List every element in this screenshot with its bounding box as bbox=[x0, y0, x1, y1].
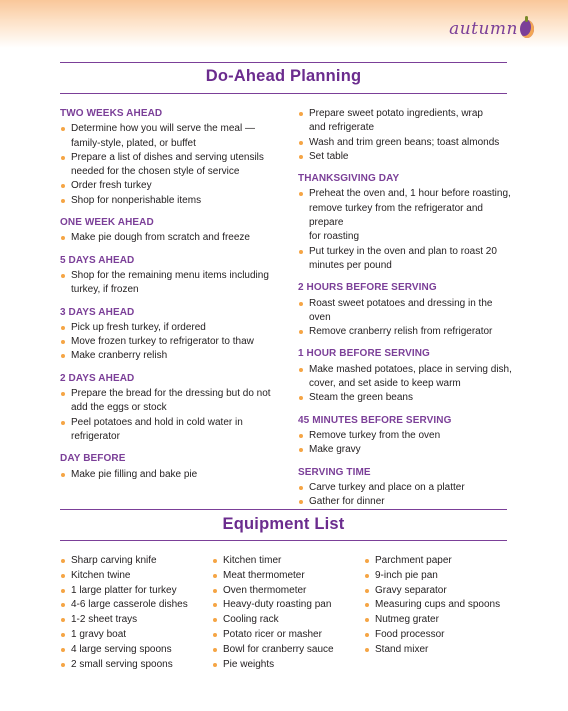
task-item bbox=[298, 443, 513, 457]
task-item bbox=[298, 187, 513, 244]
task-text: Roast sweet potatoes and dressing in the oven bbox=[309, 297, 493, 323]
task-item bbox=[298, 481, 513, 495]
equipment-item: Nutmeg grater bbox=[364, 613, 514, 627]
task-item bbox=[298, 429, 513, 443]
task-text: Make cranberry relish bbox=[71, 350, 168, 362]
task-text: minutes per pound bbox=[309, 259, 392, 271]
equipment-item: Kitchen twine bbox=[60, 569, 210, 583]
brand-wordmark: autumn bbox=[449, 19, 518, 39]
task-item bbox=[60, 416, 285, 445]
plan-section bbox=[298, 281, 513, 339]
task-item bbox=[60, 387, 285, 416]
plan-section bbox=[298, 107, 513, 164]
equipment-item: 9-inch pie pan bbox=[364, 569, 514, 583]
task-list bbox=[298, 481, 513, 510]
task-item bbox=[60, 349, 285, 363]
planning-left-column bbox=[60, 107, 285, 490]
task-item bbox=[298, 495, 513, 509]
task-text: Make pie dough from scratch and freeze bbox=[71, 232, 250, 244]
task-text: refrigerator bbox=[71, 430, 120, 442]
task-text: and refrigerate bbox=[309, 122, 375, 134]
task-item bbox=[298, 297, 513, 326]
equipment-list bbox=[364, 554, 514, 657]
section-heading: 1 HOUR BEFORE SERVING bbox=[298, 348, 430, 360]
task-text: Shop for nonperishable items bbox=[71, 194, 202, 206]
task-item bbox=[298, 136, 513, 150]
task-list bbox=[298, 429, 513, 458]
equipment-item: Measuring cups and spoons bbox=[364, 598, 514, 612]
task-list bbox=[60, 231, 285, 245]
planning-right-column bbox=[298, 107, 513, 517]
section-heading: 2 DAYS AHEAD bbox=[60, 372, 135, 384]
equipment-item: 1-2 sheet trays bbox=[60, 613, 210, 627]
equipment-item: 2 small serving spoons bbox=[60, 658, 210, 672]
task-text: Make gravy bbox=[309, 444, 361, 456]
section-heading: THANKSGIVING DAY bbox=[298, 173, 400, 185]
task-list bbox=[60, 122, 285, 208]
equipment-item: Kitchen timer bbox=[212, 554, 362, 568]
equipment-item: Meat thermometer bbox=[212, 569, 362, 583]
task-text: Put turkey in the oven and plan to roast 20 bbox=[309, 245, 497, 257]
planning-title: Do-Ahead Planning bbox=[205, 67, 362, 85]
equipment-item: 4-6 large casserole dishes bbox=[60, 598, 210, 612]
equipment-item: Potato ricer or masher bbox=[212, 628, 362, 642]
plan-section bbox=[60, 254, 285, 298]
task-text: Pick up fresh turkey, if ordered bbox=[71, 321, 206, 333]
plan-section bbox=[60, 372, 285, 444]
task-text: Prepare sweet potato ingredients, wrap bbox=[309, 108, 483, 119]
task-text: Shop for the remaining menu items including bbox=[71, 269, 269, 281]
task-item bbox=[60, 468, 285, 482]
task-item bbox=[298, 245, 513, 274]
task-list bbox=[60, 468, 285, 482]
task-text: Remove turkey from the oven bbox=[309, 429, 441, 441]
task-text: for roasting bbox=[309, 231, 360, 243]
task-item bbox=[298, 325, 513, 339]
task-text: needed for the chosen style of service bbox=[71, 166, 240, 178]
plan-section bbox=[60, 216, 285, 246]
equipment-item: 1 large platter for turkey bbox=[60, 584, 210, 598]
divider bbox=[60, 509, 507, 510]
task-text: Order fresh turkey bbox=[71, 180, 152, 192]
equipment-item: Bowl for cranberry sauce bbox=[212, 643, 362, 657]
equipment-item: Pie weights bbox=[212, 658, 362, 672]
equipment-title: Equipment List bbox=[222, 515, 345, 533]
equipment-item: Sharp carving knife bbox=[60, 554, 210, 568]
equipment-list bbox=[60, 554, 210, 672]
task-text: remove turkey from the refrigerator and prepare bbox=[309, 202, 483, 229]
task-item bbox=[298, 107, 513, 136]
task-text: turkey, if frozen bbox=[71, 284, 139, 296]
equipment-item: Stand mixer bbox=[364, 643, 514, 657]
task-text: family-style, plated, or buffet bbox=[71, 137, 196, 149]
plan-section bbox=[298, 172, 513, 273]
plan-section bbox=[298, 466, 513, 510]
task-item bbox=[60, 231, 285, 245]
section-heading: ONE WEEK AHEAD bbox=[60, 217, 154, 229]
section-heading: DAY BEFORE bbox=[60, 453, 126, 465]
task-text: Determine how you will serve the meal — bbox=[71, 123, 255, 135]
equipment-item: Food processor bbox=[364, 628, 514, 642]
task-item bbox=[60, 194, 285, 208]
plan-section bbox=[298, 347, 513, 405]
task-list bbox=[298, 297, 513, 340]
plan-section bbox=[298, 414, 513, 458]
section-heading: 2 HOURS BEFORE SERVING bbox=[298, 282, 437, 294]
equipment-item: Cooling rack bbox=[212, 613, 362, 627]
plan-section bbox=[60, 107, 285, 208]
equipment-item: 1 gravy boat bbox=[60, 628, 210, 642]
task-item bbox=[298, 363, 513, 392]
task-text: Prepare a list of dishes and serving utensils bbox=[71, 151, 264, 163]
task-list bbox=[60, 321, 285, 364]
task-text: Steam the green beans bbox=[309, 392, 413, 404]
eggplant-icon bbox=[520, 20, 534, 38]
task-item bbox=[60, 179, 285, 193]
section-heading: 3 DAYS AHEAD bbox=[60, 306, 135, 318]
task-text: Make mashed potatoes, place in serving dish, bbox=[309, 363, 512, 375]
task-text: Set table bbox=[309, 150, 349, 162]
task-list bbox=[298, 187, 513, 273]
equipment-item: Heavy-duty roasting pan bbox=[212, 598, 362, 612]
divider bbox=[60, 93, 507, 94]
task-list bbox=[298, 107, 513, 164]
section-heading: SERVING TIME bbox=[298, 466, 371, 478]
task-text: Preheat the oven and, 1 hour before roasting, bbox=[309, 188, 511, 200]
section-heading: 45 MINUTES BEFORE SERVING bbox=[298, 414, 452, 426]
task-list bbox=[60, 269, 285, 298]
task-text: Prepare the bread for the dressing but do not bbox=[71, 388, 271, 400]
equipment-item: 4 large serving spoons bbox=[60, 643, 210, 657]
section-heading: 5 DAYS AHEAD bbox=[60, 254, 135, 266]
equipment-item: Parchment paper bbox=[364, 554, 514, 568]
task-text: Make pie filling and bake pie bbox=[71, 468, 198, 480]
equipment-list bbox=[212, 554, 362, 672]
section-heading: TWO WEEKS AHEAD bbox=[60, 108, 163, 119]
task-text: Remove cranberry relish from refrigerator bbox=[309, 326, 493, 338]
task-text: Gather for dinner bbox=[309, 496, 385, 508]
task-item bbox=[298, 150, 513, 164]
equipment-column-2 bbox=[212, 554, 362, 672]
plan-section bbox=[60, 452, 285, 482]
task-item bbox=[60, 321, 285, 335]
task-text: Move frozen turkey to refrigerator to thaw bbox=[71, 336, 254, 348]
task-text: Peel potatoes and hold in cold water in bbox=[71, 416, 243, 428]
task-item bbox=[60, 335, 285, 349]
equipment-item: Gravy separator bbox=[364, 584, 514, 598]
task-item bbox=[60, 269, 285, 298]
task-item bbox=[60, 122, 285, 151]
equipment-column-3 bbox=[364, 554, 514, 658]
divider bbox=[60, 540, 507, 541]
equipment-item: Oven thermometer bbox=[212, 584, 362, 598]
task-list bbox=[60, 387, 285, 444]
task-text: add the eggs or stock bbox=[71, 402, 167, 414]
plan-section bbox=[60, 306, 285, 364]
task-item bbox=[298, 391, 513, 405]
task-item bbox=[60, 151, 285, 180]
task-text: cover, and set aside to keep warm bbox=[309, 378, 461, 390]
equipment-column-1 bbox=[60, 554, 210, 672]
task-text: Wash and trim green beans; toast almonds bbox=[309, 136, 500, 148]
task-text: Carve turkey and place on a platter bbox=[309, 481, 465, 493]
task-list bbox=[298, 363, 513, 406]
divider bbox=[60, 62, 507, 63]
